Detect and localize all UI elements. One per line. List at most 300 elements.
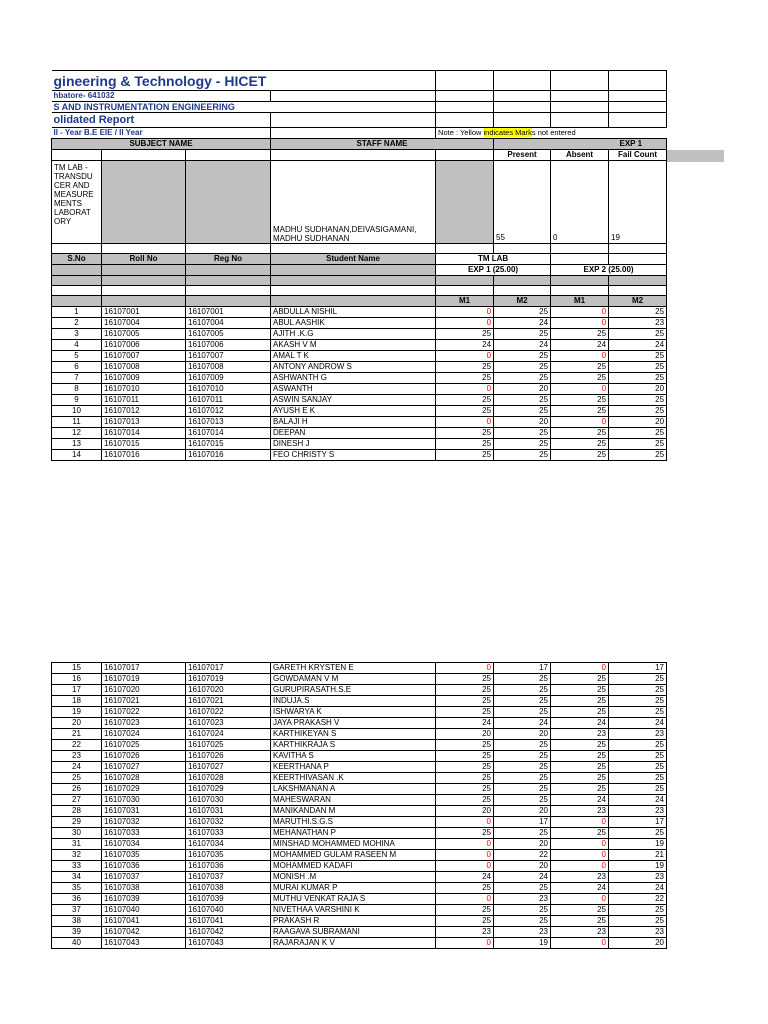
student-name-cell: MAHESWARAN [271,795,436,806]
exp2-m2-cell: 17 [609,663,667,674]
exp2-m1-cell: 0 [551,318,609,329]
sno-cell: 8 [52,384,102,395]
exp1-m2-cell: 25 [494,740,551,751]
student-name-cell: KARTHIKEYAN S [271,729,436,740]
exp1-m2-cell: 25 [494,916,551,927]
table-row [52,351,667,362]
sno-cell: 6 [52,362,102,373]
roll-no-cell: 16107029 [102,784,186,795]
student-name-cell: MINSHAD MOHAMMED MOHINA [271,839,436,850]
exp2-m2-cell: 20 [609,384,667,395]
exp1-m1-cell: 24 [436,718,494,729]
subject-name: TM LAB - TRANSDU CER AND MEASURE MENTS LABORAT ORY [52,161,102,244]
exp1-m2-cell: 25 [494,685,551,696]
exp2-m1-cell: 25 [551,395,609,406]
student-name-cell: INDUJA.S [271,696,436,707]
sno-cell: 28 [52,806,102,817]
exp2-m2-cell: 19 [609,861,667,872]
exp2-m2-cell: 23 [609,729,667,740]
exp1-m2-cell: 25 [494,439,551,450]
exp2-m1-cell: 0 [551,663,609,674]
exp2-m1-cell: 25 [551,329,609,340]
exp1-m2-cell: 25 [494,674,551,685]
exp2-m1-cell: 25 [551,707,609,718]
exp1-m2-cell: 24 [494,318,551,329]
sno-cell: 3 [52,329,102,340]
exp1-m2-cell: 25 [494,329,551,340]
exp2-m2-cell: 25 [609,696,667,707]
roll-no-cell: 16107011 [102,395,186,406]
reg-no-cell: 16107027 [186,762,271,773]
exp1-m2-cell: 24 [494,340,551,351]
table-row [52,883,667,894]
note-highlight: indicates Mark [483,128,532,137]
sno-cell: 7 [52,373,102,384]
exp1-m1-cell: 25 [436,828,494,839]
sno-cell: 16 [52,674,102,685]
student-name-cell: MUTHU VENKAT RAJA S [271,894,436,905]
roll-no-cell: 16107020 [102,685,186,696]
exp2-m1-cell: 25 [551,362,609,373]
exp2-m2-cell: 25 [609,707,667,718]
roll-no-cell: 16107006 [102,340,186,351]
reg-no-cell: 16107001 [186,307,271,318]
sno-cell: 20 [52,718,102,729]
reg-no-cell: 16107019 [186,674,271,685]
exp2-m2-cell: 23 [609,806,667,817]
exp1-m1-cell: 0 [436,894,494,905]
sno-cell: 25 [52,773,102,784]
lab-header: TM LAB [436,254,551,265]
exp2-m2-cell: 17 [609,817,667,828]
roll-no-cell: 16107014 [102,428,186,439]
reg-no-cell: 16107009 [186,373,271,384]
roll-no-cell: 16107008 [102,362,186,373]
sno-cell: 31 [52,839,102,850]
table-row [52,850,667,861]
exp1-m1-cell: 0 [436,351,494,362]
exp1-m2-cell: 25 [494,696,551,707]
exp1-m2-cell: 25 [494,395,551,406]
student-name-cell: DEEPAN [271,428,436,439]
roll-no-cell: 16107038 [102,883,186,894]
exp1-m1-cell: 0 [436,307,494,318]
table-row [52,318,667,329]
table-row [52,439,667,450]
exp2-m1-cell: 0 [551,894,609,905]
table-row [52,872,667,883]
roll-no-cell: 16107017 [102,663,186,674]
exp1-m1-cell: 0 [436,318,494,329]
exp2-m1-cell: 25 [551,373,609,384]
exp1-m1-cell: 25 [436,674,494,685]
student-name-cell: ABDULLA NISHIL [271,307,436,318]
roll-no-cell: 16107021 [102,696,186,707]
exp1-m2-cell: 17 [494,663,551,674]
exp2-m1-cell: 25 [551,784,609,795]
exp2-m1-cell: 0 [551,817,609,828]
exp2-m1-cell: 24 [551,340,609,351]
exp2-m1-cell: 0 [551,307,609,318]
roll-no-cell: 16107001 [102,307,186,318]
sno-cell: 4 [52,340,102,351]
roll-no-cell: 16107022 [102,707,186,718]
exp2-m1-cell: 0 [551,938,609,949]
student-name-cell: RAAGAVA SUBRAMANI [271,927,436,938]
exp1-m2-cell: 20 [494,384,551,395]
reg-no-cell: 16107035 [186,850,271,861]
exp2-m1-cell: 24 [551,795,609,806]
sno-cell: 14 [52,450,102,461]
table-row [52,751,667,762]
exp1-m1-cell: 0 [436,861,494,872]
exp1-m1-cell: 25 [436,883,494,894]
student-name-cell: KEERTHANA P [271,762,436,773]
reg-no-cell: 16107004 [186,318,271,329]
table-row [52,696,667,707]
exp1-m2-cell: 20 [494,839,551,850]
sno-cell: 1 [52,307,102,318]
reg-no-cell: 16107005 [186,329,271,340]
reg-no-cell: 16107015 [186,439,271,450]
sno-cell: 11 [52,417,102,428]
table-row [52,806,667,817]
exp2-m2-cell: 24 [609,795,667,806]
exp1-m1-cell: 25 [436,795,494,806]
sno-cell: 12 [52,428,102,439]
reg-no-cell: 16107038 [186,883,271,894]
exp1-m2-cell: 23 [494,927,551,938]
exp1-m2-cell: 25 [494,784,551,795]
sno-cell: 22 [52,740,102,751]
reg-no-cell: 16107042 [186,927,271,938]
sno-cell: 24 [52,762,102,773]
exp2-m1-cell: 25 [551,439,609,450]
sno-cell: 15 [52,663,102,674]
exp2-m2-cell: 25 [609,828,667,839]
exp2-m1-cell: 25 [551,751,609,762]
table-row [52,762,667,773]
student-name-cell: AJITH .K.G [271,329,436,340]
exp1-m1-cell: 25 [436,773,494,784]
sno-cell: 18 [52,696,102,707]
exp2-m2-cell: 23 [609,927,667,938]
roll-no-cell: 16107015 [102,439,186,450]
sno-header: S.No [52,254,102,265]
student-name-cell: ASHWANTH G [271,373,436,384]
table-row [52,384,667,395]
exp1-m1-cell: 25 [436,905,494,916]
table-row [52,817,667,828]
college-title: gineering & Technology - HICET [52,71,436,91]
table-row [52,894,667,905]
student-name-cell: GURUPIRASATH.S.E [271,685,436,696]
exp2-m2-cell: 21 [609,850,667,861]
exp2-m2-cell: 25 [609,674,667,685]
exp1-m2-cell: 20 [494,861,551,872]
reg-no-cell: 16107006 [186,340,271,351]
exp2-m1-cell: 25 [551,406,609,417]
student-name-cell: ASWIN SANJAY [271,395,436,406]
student-name-cell: MOHAMMED KADAFI [271,861,436,872]
sno-cell: 21 [52,729,102,740]
exp2-marks-header: EXP 2 (25.00) [551,265,667,276]
table-row [52,663,667,674]
reg-no-cell: 16107041 [186,916,271,927]
roll-no-cell: 16107042 [102,927,186,938]
roll-no-cell: 16107004 [102,318,186,329]
table-row [52,927,667,938]
roll-no-cell: 16107012 [102,406,186,417]
exp1-m1-cell: 25 [436,740,494,751]
roll-no-cell: 16107032 [102,817,186,828]
exp2-m1-cell: 23 [551,872,609,883]
reg-no-cell: 16107029 [186,784,271,795]
table-row [52,718,667,729]
exp1-m2-cell: 25 [494,707,551,718]
exp2-m1-cell: 23 [551,927,609,938]
reg-no-cell: 16107040 [186,905,271,916]
student-name-cell: KARTHIKRAJA S [271,740,436,751]
exp1-m2-cell: 25 [494,428,551,439]
absent-header: Absent [551,150,609,161]
exp1-m1-cell: 25 [436,439,494,450]
exp2-m2-cell: 25 [609,362,667,373]
student-name-cell: FEO CHRISTY S [271,450,436,461]
roll-no-cell: 16107028 [102,773,186,784]
table-row [52,450,667,461]
exp2-m2-cell: 25 [609,428,667,439]
exp2-m2-cell: 22 [609,894,667,905]
roll-no-cell: 16107025 [102,740,186,751]
student-name-cell: ANTONY ANDROW S [271,362,436,373]
exp1-m1-cell: 25 [436,329,494,340]
reg-no-cell: 16107011 [186,395,271,406]
student-name-cell: ISHWARYA K [271,707,436,718]
reg-no-cell: 16107043 [186,938,271,949]
exp2-m2-cell: 25 [609,784,667,795]
roll-no-cell: 16107009 [102,373,186,384]
student-name-cell: MEHANATHAN P [271,828,436,839]
exp2-m1-cell: 24 [551,883,609,894]
reg-no-cell: 16107012 [186,406,271,417]
exp2-m1-cell: 25 [551,685,609,696]
staff-name: MADHU SUDHANAN,DEIVASIGAMANI, MADHU SUDHANAN [271,161,436,244]
marks-table-page2 [51,662,667,949]
roll-no-cell: 16107024 [102,729,186,740]
student-name-cell: MANIKANDAN M [271,806,436,817]
exp2-m1-cell: 25 [551,762,609,773]
table-row [52,839,667,850]
exp1-m1-cell: 0 [436,850,494,861]
exp2-m1-cell: 25 [551,696,609,707]
exp2-m2-cell: 25 [609,351,667,362]
exp1-m1-cell: 25 [436,362,494,373]
exp1-m1-cell: 23 [436,927,494,938]
exp1-m1-cell: 25 [436,450,494,461]
exp2-m2-header: M2 [609,296,667,307]
sno-cell: 34 [52,872,102,883]
exp1-m2-cell: 24 [494,718,551,729]
exp2-m2-cell: 25 [609,450,667,461]
exp1-m2-cell: 25 [494,373,551,384]
table-row [52,740,667,751]
reg-no-cell: 16107039 [186,894,271,905]
exp2-m2-cell: 23 [609,318,667,329]
student-name-cell: ABUL AASHIK [271,318,436,329]
reg-no-cell: 16107013 [186,417,271,428]
sno-cell: 2 [52,318,102,329]
student-name-cell: MURAI KUMAR P [271,883,436,894]
sno-cell: 5 [52,351,102,362]
roll-no-cell: 16107010 [102,384,186,395]
exp2-m1-cell: 0 [551,417,609,428]
exp1-m1-cell: 0 [436,817,494,828]
sno-cell: 13 [52,439,102,450]
exp2-m2-cell: 25 [609,773,667,784]
table-row [52,674,667,685]
exp1-m2-cell: 25 [494,905,551,916]
student-name-cell: JAYA PRAKASH V [271,718,436,729]
exp1-m1-cell: 25 [436,916,494,927]
sno-cell: 19 [52,707,102,718]
student-name-cell: MOHAMMED GULAM RASEEN M [271,850,436,861]
exp2-m2-cell: 24 [609,340,667,351]
roll-no-cell: 16107016 [102,450,186,461]
reg-no-cell: 16107025 [186,740,271,751]
exp1-m1-cell: 25 [436,685,494,696]
exp2-m1-cell: 0 [551,351,609,362]
reg-no-cell: 16107014 [186,428,271,439]
exp2-m2-cell: 23 [609,872,667,883]
roll-no-cell: 16107041 [102,916,186,927]
reg-no-cell: 16107031 [186,806,271,817]
student-name-cell: GOWDAMAN V M [271,674,436,685]
exp1-marks-header: EXP 1 (25.00) [436,265,551,276]
roll-no-cell: 16107037 [102,872,186,883]
table-row [52,685,667,696]
roll-no-cell: 16107040 [102,905,186,916]
exp2-m1-cell: 23 [551,729,609,740]
student-name-cell: AYUSH E K [271,406,436,417]
exp2-m1-cell: 23 [551,806,609,817]
exp1-m2-cell: 22 [494,850,551,861]
exp1-m2-cell: 25 [494,795,551,806]
exp2-m2-cell: 25 [609,740,667,751]
table-row [52,373,667,384]
present-header: Present [494,150,551,161]
student-name-cell: AKASH V M [271,340,436,351]
fail-count-header: Fail Count [609,150,667,161]
sno-cell: 29 [52,817,102,828]
table-row [52,307,667,318]
sno-cell: 38 [52,916,102,927]
sno-cell: 23 [52,751,102,762]
exp2-m2-cell: 25 [609,395,667,406]
roll-no-cell: 16107013 [102,417,186,428]
exp2-m2-cell: 25 [609,762,667,773]
exp1-m1-cell: 0 [436,417,494,428]
exp2-m1-cell: 0 [551,384,609,395]
exp2-m2-cell: 24 [609,883,667,894]
exp1-m1-cell: 24 [436,872,494,883]
exp1-m2-cell: 20 [494,806,551,817]
reg-no-cell: 16107037 [186,872,271,883]
table-row [52,417,667,428]
exp2-m1-cell: 25 [551,450,609,461]
student-name-header: Student Name [271,254,436,265]
exp2-m1-cell: 25 [551,740,609,751]
subject-name-header: SUBJECT NAME [52,139,271,150]
exp2-m1-cell: 25 [551,828,609,839]
exp1-m1-cell: 0 [436,839,494,850]
exp1-m1-cell: 25 [436,696,494,707]
exp1-m1-cell: 0 [436,938,494,949]
reg-no-cell: 16107033 [186,828,271,839]
reg-no-cell: 16107023 [186,718,271,729]
student-name-cell: BALAJI H [271,417,436,428]
exp1-m2-cell: 25 [494,307,551,318]
table-row [52,395,667,406]
exp1-m2-cell: 25 [494,828,551,839]
exp2-m2-cell: 25 [609,905,667,916]
exp1-m2-cell: 25 [494,762,551,773]
exp1-m1-cell: 25 [436,707,494,718]
exp1-m1-cell: 25 [436,762,494,773]
exp1-m2-cell: 25 [494,773,551,784]
exp1-m1-cell: 24 [436,340,494,351]
student-name-cell: MARUTHI.S.G.S [271,817,436,828]
reg-no-cell: 16107017 [186,663,271,674]
exp1-m2-cell: 19 [494,938,551,949]
student-name-cell: PRAKASH R [271,916,436,927]
exp1-m1-cell: 20 [436,806,494,817]
exp2-m2-cell: 25 [609,373,667,384]
exp2-m2-cell: 20 [609,938,667,949]
student-name-cell: MONISH .M [271,872,436,883]
decorative-grey-bar [666,150,724,162]
student-name-cell: KEERTHIVASAN .K [271,773,436,784]
exp2-m2-cell: 25 [609,751,667,762]
sno-cell: 33 [52,861,102,872]
exp2-m1-cell: 0 [551,861,609,872]
exp2-m1-cell: 0 [551,839,609,850]
exp1-m1-cell: 25 [436,428,494,439]
reg-no-cell: 16107030 [186,795,271,806]
reg-no-cell: 16107034 [186,839,271,850]
exp1-m2-cell: 25 [494,406,551,417]
roll-no-cell: 16107005 [102,329,186,340]
roll-no-cell: 16107036 [102,861,186,872]
marks-table-body-page2 [52,663,667,949]
sno-cell: 40 [52,938,102,949]
reg-no-cell: 16107022 [186,707,271,718]
sno-cell: 10 [52,406,102,417]
table-row [52,340,667,351]
table-row [52,916,667,927]
exp2-m1-cell: 25 [551,905,609,916]
student-name-cell: LAKSHMANAN A [271,784,436,795]
student-name-cell: GARETH KRYSTEN E [271,663,436,674]
table-row [52,828,667,839]
roll-no-cell: 16107039 [102,894,186,905]
exp1-m1-cell: 25 [436,406,494,417]
reg-no-cell: 16107036 [186,861,271,872]
exp2-m2-cell: 25 [609,916,667,927]
sno-cell: 37 [52,905,102,916]
reg-no-cell: 16107010 [186,384,271,395]
note-text: Note : Yellow indicates Marks not entered [438,128,576,137]
